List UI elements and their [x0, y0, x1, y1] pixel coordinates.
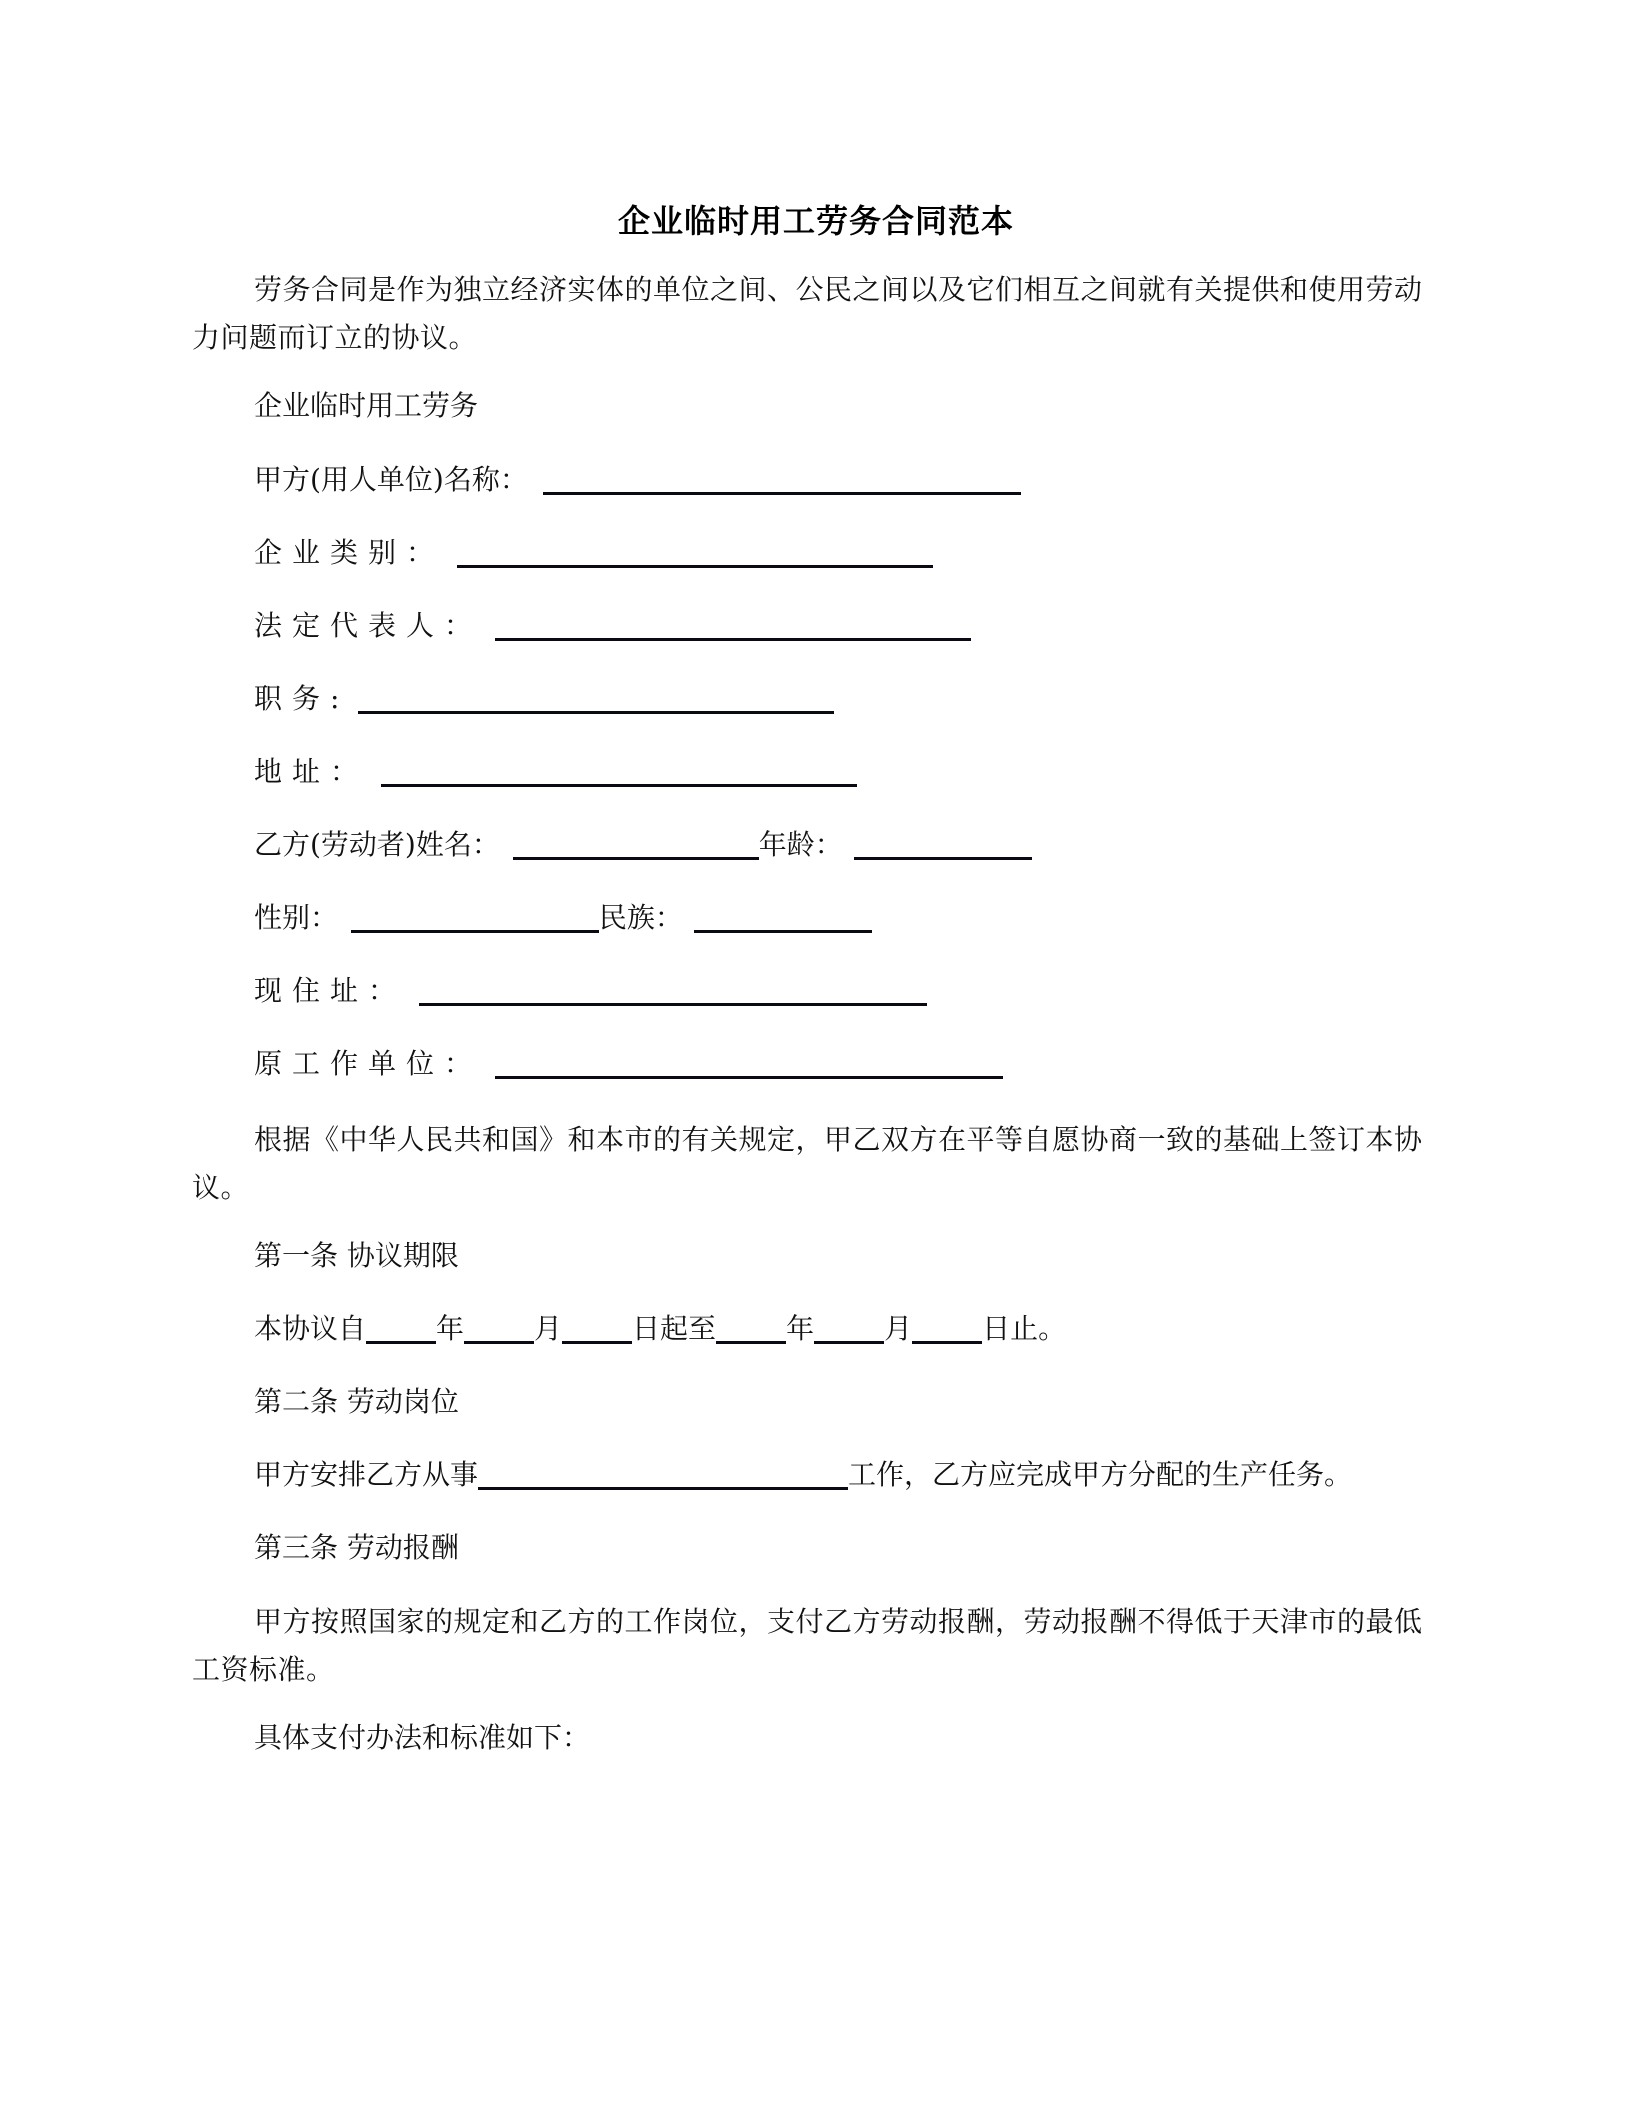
- term-text: 本协议自: [254, 1312, 367, 1345]
- legal-rep-label: 法定代表人：: [254, 609, 483, 642]
- field-legal-rep: [254, 606, 971, 646]
- work-text-after: 工作，乙方应完成甲方分配的生产任务。: [848, 1458, 1353, 1491]
- field-enterprise-type: [254, 533, 933, 573]
- term-text: 年: [786, 1312, 815, 1345]
- intro-paragraph: 劳务合同是作为独立经济实体的单位之间、公民之间以及它们相互之间就有关提供和使用劳动力问题而订立的协议。: [192, 273, 1423, 354]
- work-type-blank[interactable]: [478, 1457, 848, 1490]
- party-b-name-label: 乙方(劳动者)姓名：: [254, 828, 500, 861]
- work-text-before: 甲方安排乙方从事: [254, 1458, 479, 1491]
- subtitle: 企业临时用工劳务: [254, 389, 479, 422]
- enterprise-type-label: 企业类别：: [254, 536, 445, 569]
- article3-body: 甲方按照国家的规定和乙方的工作岗位，支付乙方劳动报酬，劳动报酬不得低于天津市的最低工资标准。: [192, 1605, 1423, 1686]
- gender-label: 性别：: [254, 901, 339, 934]
- field-former-employer: [254, 1044, 1003, 1084]
- position-blank[interactable]: [358, 681, 834, 714]
- article1-heading: 第一条 协议期限: [254, 1239, 459, 1272]
- basis-paragraph: 根据《中华人民共和国》和本市的有关规定，甲乙双方在平等自愿协商一致的基础上签订本协议。: [192, 1123, 1423, 1204]
- age-label: 年龄：: [758, 828, 843, 861]
- start-year-blank[interactable]: [366, 1311, 436, 1344]
- term-text: 日止。: [982, 1312, 1067, 1345]
- former-employer-label: 原工作单位：: [254, 1047, 483, 1080]
- field-current-address: [254, 971, 927, 1011]
- term-text: 年: [436, 1312, 465, 1345]
- document-title: 企业临时用工劳务合同范本: [617, 202, 1014, 240]
- start-day-blank[interactable]: [562, 1311, 632, 1344]
- position-label: 职务:: [254, 682, 350, 715]
- field-address: [254, 752, 857, 792]
- article2-body: [254, 1455, 1352, 1495]
- current-address-label: 现住址：: [254, 974, 407, 1007]
- party-a-name-blank[interactable]: [543, 462, 1021, 495]
- ethnicity-label: 民族：: [598, 901, 683, 934]
- current-address-blank[interactable]: [419, 973, 927, 1006]
- former-employer-blank[interactable]: [495, 1046, 1003, 1079]
- address-blank[interactable]: [381, 754, 857, 787]
- field-party-b: [254, 825, 1032, 865]
- party-a-name-label: 甲方(用人单位)名称：: [254, 463, 528, 496]
- legal-rep-blank[interactable]: [495, 608, 971, 641]
- article2-heading: 第二条 劳动岗位: [254, 1385, 459, 1418]
- address-label: 地址：: [254, 755, 369, 788]
- party-b-name-blank[interactable]: [513, 827, 759, 860]
- end-day-blank[interactable]: [912, 1311, 982, 1344]
- start-month-blank[interactable]: [464, 1311, 534, 1344]
- end-year-blank[interactable]: [716, 1311, 786, 1344]
- field-party-a-name: [254, 460, 1021, 500]
- enterprise-type-blank[interactable]: [457, 535, 933, 568]
- payment-method: 具体支付办法和标准如下：: [254, 1721, 591, 1754]
- gender-blank[interactable]: [351, 900, 599, 933]
- term-text: 月: [534, 1312, 563, 1345]
- ethnicity-blank[interactable]: [694, 900, 872, 933]
- end-month-blank[interactable]: [814, 1311, 884, 1344]
- article3-heading: 第三条 劳动报酬: [254, 1531, 459, 1564]
- field-gender-ethnicity: [254, 898, 872, 938]
- term-text: 月: [884, 1312, 913, 1345]
- article1-term: [254, 1309, 1066, 1349]
- age-blank[interactable]: [854, 827, 1032, 860]
- term-text: 日起至: [632, 1312, 717, 1345]
- field-position: [254, 679, 834, 719]
